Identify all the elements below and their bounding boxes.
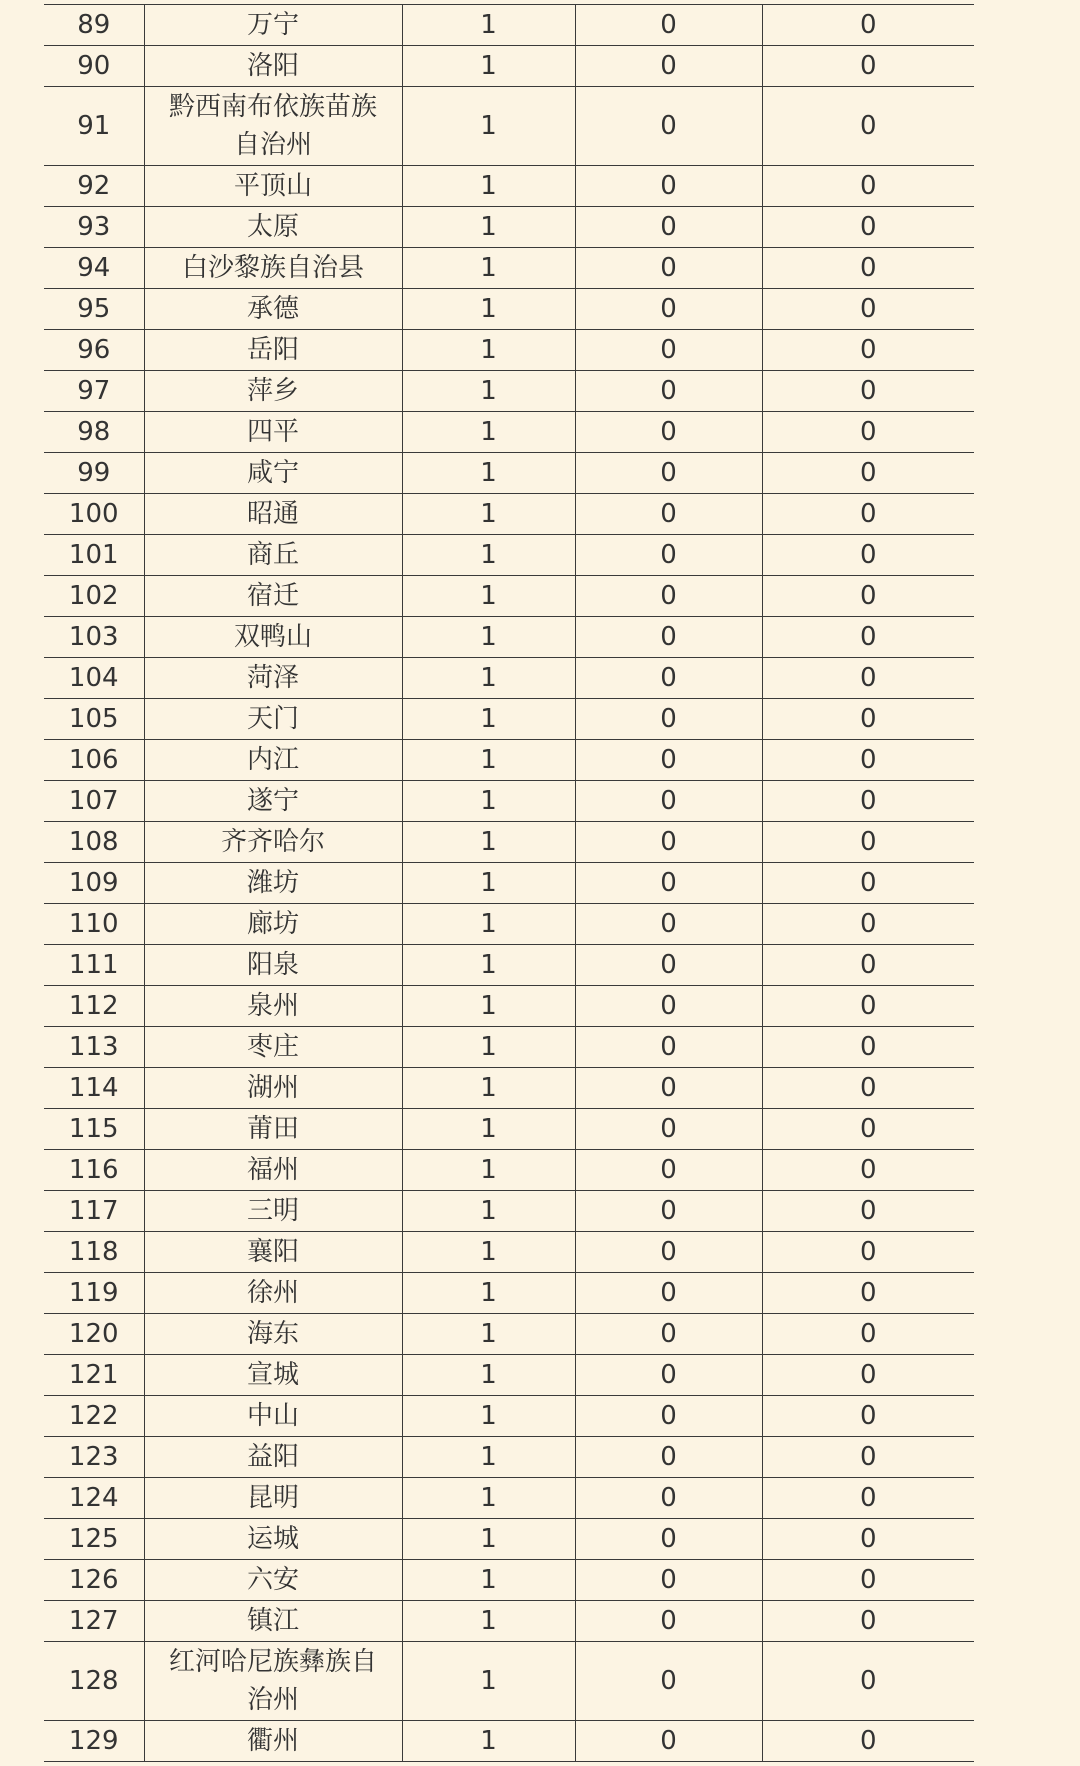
city-cell: 海东 — [144, 1314, 402, 1355]
rank-cell: 114 — [44, 1068, 144, 1109]
table-row — [44, 412, 974, 453]
city-cell: 万宁 — [144, 5, 402, 46]
table-row — [44, 822, 974, 863]
city-cell: 岳阳 — [144, 330, 402, 371]
city-cell: 六安 — [144, 1560, 402, 1601]
count-a-cell: 1 — [402, 1191, 575, 1232]
rank-cell: 111 — [44, 945, 144, 986]
city-cell: 莆田 — [144, 1109, 402, 1150]
table-row — [44, 535, 974, 576]
rank-cell: 104 — [44, 658, 144, 699]
rank-cell: 127 — [44, 1601, 144, 1642]
count-c-cell: 0 — [762, 1478, 974, 1519]
count-a-cell: 1 — [402, 781, 575, 822]
city-cell: 四平 — [144, 412, 402, 453]
table-row — [44, 46, 974, 87]
count-b-cell: 0 — [575, 46, 762, 87]
count-c-cell: 0 — [762, 87, 974, 166]
count-c-cell: 0 — [762, 1068, 974, 1109]
count-c-cell: 0 — [762, 945, 974, 986]
count-c-cell: 0 — [762, 658, 974, 699]
count-a-cell: 1 — [402, 371, 575, 412]
rank-cell: 98 — [44, 412, 144, 453]
table-row — [44, 1478, 974, 1519]
rank-cell: 117 — [44, 1191, 144, 1232]
table-row — [44, 1560, 974, 1601]
count-c-cell: 0 — [762, 1642, 974, 1721]
city-cell: 镇江 — [144, 1601, 402, 1642]
count-c-cell: 0 — [762, 494, 974, 535]
city-cell: 承德 — [144, 289, 402, 330]
count-b-cell: 0 — [575, 87, 762, 166]
count-c-cell: 0 — [762, 822, 974, 863]
count-b-cell: 0 — [575, 1355, 762, 1396]
count-c-cell: 0 — [762, 1355, 974, 1396]
table-row — [44, 1109, 974, 1150]
count-c-cell: 0 — [762, 1191, 974, 1232]
count-b-cell: 0 — [575, 453, 762, 494]
city-cell: 湖州 — [144, 1068, 402, 1109]
table-row — [44, 945, 974, 986]
count-b-cell: 0 — [575, 1314, 762, 1355]
rank-cell: 102 — [44, 576, 144, 617]
count-c-cell: 0 — [762, 1560, 974, 1601]
table-row — [44, 289, 974, 330]
city-cell: 天门 — [144, 699, 402, 740]
count-b-cell: 0 — [575, 1068, 762, 1109]
count-a-cell: 1 — [402, 1232, 575, 1273]
count-b-cell: 0 — [575, 576, 762, 617]
count-a-cell: 1 — [402, 1642, 575, 1721]
count-c-cell: 0 — [762, 863, 974, 904]
city-cell: 衢州 — [144, 1721, 402, 1762]
count-a-cell: 1 — [402, 1478, 575, 1519]
table-row — [44, 1642, 974, 1721]
city-cell: 廊坊 — [144, 904, 402, 945]
rank-cell: 123 — [44, 1437, 144, 1478]
rank-cell: 93 — [44, 207, 144, 248]
table-row — [44, 1601, 974, 1642]
count-c-cell: 0 — [762, 1601, 974, 1642]
rank-cell: 109 — [44, 863, 144, 904]
count-c-cell: 0 — [762, 371, 974, 412]
rank-cell: 105 — [44, 699, 144, 740]
rank-cell: 110 — [44, 904, 144, 945]
count-b-cell: 0 — [575, 1437, 762, 1478]
rank-cell: 120 — [44, 1314, 144, 1355]
rank-cell: 125 — [44, 1519, 144, 1560]
count-b-cell: 0 — [575, 330, 762, 371]
rank-cell: 89 — [44, 5, 144, 46]
count-a-cell: 1 — [402, 699, 575, 740]
count-c-cell: 0 — [762, 46, 974, 87]
table-row — [44, 371, 974, 412]
count-b-cell: 0 — [575, 1519, 762, 1560]
rank-cell: 97 — [44, 371, 144, 412]
city-cell: 益阳 — [144, 1437, 402, 1478]
rank-cell: 100 — [44, 494, 144, 535]
count-a-cell: 1 — [402, 1396, 575, 1437]
ranking-table-container — [44, 4, 974, 1762]
count-b-cell: 0 — [575, 945, 762, 986]
count-c-cell: 0 — [762, 617, 974, 658]
table-row — [44, 1437, 974, 1478]
table-row — [44, 1068, 974, 1109]
table-row — [44, 1396, 974, 1437]
count-a-cell: 1 — [402, 1150, 575, 1191]
count-b-cell: 0 — [575, 1478, 762, 1519]
rank-cell: 91 — [44, 87, 144, 166]
count-b-cell: 0 — [575, 207, 762, 248]
table-row — [44, 1721, 974, 1762]
table-row — [44, 863, 974, 904]
rank-cell: 119 — [44, 1273, 144, 1314]
table-row — [44, 330, 974, 371]
count-a-cell: 1 — [402, 1721, 575, 1762]
city-cell: 红河哈尼族彝族自治州 — [144, 1642, 402, 1721]
rank-cell: 96 — [44, 330, 144, 371]
count-c-cell: 0 — [762, 740, 974, 781]
count-a-cell: 1 — [402, 289, 575, 330]
table-row — [44, 1314, 974, 1355]
rank-cell: 112 — [44, 986, 144, 1027]
count-c-cell: 0 — [762, 330, 974, 371]
rank-cell: 90 — [44, 46, 144, 87]
count-b-cell: 0 — [575, 1273, 762, 1314]
count-b-cell: 0 — [575, 535, 762, 576]
table-row — [44, 576, 974, 617]
count-a-cell: 1 — [402, 904, 575, 945]
rank-cell: 106 — [44, 740, 144, 781]
count-b-cell: 0 — [575, 248, 762, 289]
count-c-cell: 0 — [762, 986, 974, 1027]
rank-cell: 122 — [44, 1396, 144, 1437]
count-c-cell: 0 — [762, 1721, 974, 1762]
city-cell: 阳泉 — [144, 945, 402, 986]
table-row — [44, 494, 974, 535]
city-cell: 枣庄 — [144, 1027, 402, 1068]
count-a-cell: 1 — [402, 46, 575, 87]
count-c-cell: 0 — [762, 576, 974, 617]
city-cell: 襄阳 — [144, 1232, 402, 1273]
count-b-cell: 0 — [575, 699, 762, 740]
count-c-cell: 0 — [762, 904, 974, 945]
count-a-cell: 1 — [402, 1109, 575, 1150]
table-row — [44, 1273, 974, 1314]
count-c-cell: 0 — [762, 1232, 974, 1273]
city-cell: 徐州 — [144, 1273, 402, 1314]
rank-cell: 118 — [44, 1232, 144, 1273]
count-b-cell: 0 — [575, 1601, 762, 1642]
table-row — [44, 781, 974, 822]
count-b-cell: 0 — [575, 781, 762, 822]
city-cell: 齐齐哈尔 — [144, 822, 402, 863]
rank-cell: 129 — [44, 1721, 144, 1762]
table-row — [44, 5, 974, 46]
rank-cell: 99 — [44, 453, 144, 494]
rank-cell: 92 — [44, 166, 144, 207]
rank-cell: 115 — [44, 1109, 144, 1150]
city-cell: 福州 — [144, 1150, 402, 1191]
count-c-cell: 0 — [762, 1027, 974, 1068]
table-row — [44, 1232, 974, 1273]
rank-cell: 103 — [44, 617, 144, 658]
city-cell: 白沙黎族自治县 — [144, 248, 402, 289]
table-row — [44, 207, 974, 248]
city-cell: 潍坊 — [144, 863, 402, 904]
count-a-cell: 1 — [402, 453, 575, 494]
count-b-cell: 0 — [575, 166, 762, 207]
table-row — [44, 1150, 974, 1191]
rank-cell: 116 — [44, 1150, 144, 1191]
count-c-cell: 0 — [762, 1273, 974, 1314]
city-cell: 宿迁 — [144, 576, 402, 617]
count-b-cell: 0 — [575, 412, 762, 453]
table-row — [44, 166, 974, 207]
count-c-cell: 0 — [762, 1109, 974, 1150]
count-b-cell: 0 — [575, 617, 762, 658]
count-b-cell: 0 — [575, 289, 762, 330]
city-cell: 中山 — [144, 1396, 402, 1437]
count-a-cell: 1 — [402, 1273, 575, 1314]
count-a-cell: 1 — [402, 207, 575, 248]
count-b-cell: 0 — [575, 822, 762, 863]
count-a-cell: 1 — [402, 1437, 575, 1478]
count-b-cell: 0 — [575, 1232, 762, 1273]
city-cell: 宣城 — [144, 1355, 402, 1396]
city-cell: 黔西南布依族苗族自治州 — [144, 87, 402, 166]
count-b-cell: 0 — [575, 371, 762, 412]
count-b-cell: 0 — [575, 1721, 762, 1762]
count-a-cell: 1 — [402, 945, 575, 986]
count-a-cell: 1 — [402, 5, 575, 46]
city-cell: 太原 — [144, 207, 402, 248]
count-a-cell: 1 — [402, 617, 575, 658]
table-row — [44, 453, 974, 494]
count-a-cell: 1 — [402, 1027, 575, 1068]
rank-cell: 94 — [44, 248, 144, 289]
count-b-cell: 0 — [575, 904, 762, 945]
city-cell: 菏泽 — [144, 658, 402, 699]
count-c-cell: 0 — [762, 5, 974, 46]
count-b-cell: 0 — [575, 1396, 762, 1437]
count-c-cell: 0 — [762, 248, 974, 289]
count-c-cell: 0 — [762, 289, 974, 330]
count-b-cell: 0 — [575, 1109, 762, 1150]
table-row — [44, 248, 974, 289]
count-c-cell: 0 — [762, 1437, 974, 1478]
count-a-cell: 1 — [402, 1068, 575, 1109]
table-row — [44, 904, 974, 945]
count-c-cell: 0 — [762, 453, 974, 494]
count-b-cell: 0 — [575, 1191, 762, 1232]
count-a-cell: 1 — [402, 1519, 575, 1560]
count-b-cell: 0 — [575, 1150, 762, 1191]
table-row — [44, 740, 974, 781]
city-cell: 商丘 — [144, 535, 402, 576]
count-a-cell: 1 — [402, 822, 575, 863]
table-row — [44, 1519, 974, 1560]
count-b-cell: 0 — [575, 1560, 762, 1601]
city-cell: 洛阳 — [144, 46, 402, 87]
table-row — [44, 658, 974, 699]
count-a-cell: 1 — [402, 412, 575, 453]
ranking-table-body — [44, 5, 974, 1762]
count-b-cell: 0 — [575, 494, 762, 535]
rank-cell: 113 — [44, 1027, 144, 1068]
table-row — [44, 699, 974, 740]
count-b-cell: 0 — [575, 740, 762, 781]
count-c-cell: 0 — [762, 1150, 974, 1191]
city-cell: 泉州 — [144, 986, 402, 1027]
count-b-cell: 0 — [575, 863, 762, 904]
table-row — [44, 1191, 974, 1232]
city-cell: 平顶山 — [144, 166, 402, 207]
table-row — [44, 1027, 974, 1068]
count-b-cell: 0 — [575, 658, 762, 699]
city-cell: 内江 — [144, 740, 402, 781]
count-a-cell: 1 — [402, 986, 575, 1027]
ranking-table — [44, 4, 974, 1762]
count-c-cell: 0 — [762, 166, 974, 207]
rank-cell: 101 — [44, 535, 144, 576]
count-a-cell: 1 — [402, 494, 575, 535]
count-c-cell: 0 — [762, 535, 974, 576]
count-a-cell: 1 — [402, 576, 575, 617]
rank-cell: 124 — [44, 1478, 144, 1519]
count-a-cell: 1 — [402, 330, 575, 371]
count-c-cell: 0 — [762, 699, 974, 740]
count-a-cell: 1 — [402, 1560, 575, 1601]
count-a-cell: 1 — [402, 166, 575, 207]
table-row — [44, 986, 974, 1027]
table-row — [44, 1355, 974, 1396]
count-c-cell: 0 — [762, 207, 974, 248]
count-b-cell: 0 — [575, 1027, 762, 1068]
city-cell: 遂宁 — [144, 781, 402, 822]
count-a-cell: 1 — [402, 1601, 575, 1642]
count-b-cell: 0 — [575, 986, 762, 1027]
rank-cell: 126 — [44, 1560, 144, 1601]
rank-cell: 128 — [44, 1642, 144, 1721]
city-cell: 双鸭山 — [144, 617, 402, 658]
city-cell: 昆明 — [144, 1478, 402, 1519]
city-cell: 昭通 — [144, 494, 402, 535]
count-a-cell: 1 — [402, 87, 575, 166]
rank-cell: 121 — [44, 1355, 144, 1396]
count-a-cell: 1 — [402, 658, 575, 699]
count-a-cell: 1 — [402, 863, 575, 904]
count-a-cell: 1 — [402, 740, 575, 781]
count-c-cell: 0 — [762, 412, 974, 453]
count-a-cell: 1 — [402, 248, 575, 289]
rank-cell: 108 — [44, 822, 144, 863]
count-a-cell: 1 — [402, 535, 575, 576]
count-c-cell: 0 — [762, 1396, 974, 1437]
table-row — [44, 617, 974, 658]
count-b-cell: 0 — [575, 1642, 762, 1721]
count-a-cell: 1 — [402, 1355, 575, 1396]
count-b-cell: 0 — [575, 5, 762, 46]
count-c-cell: 0 — [762, 1519, 974, 1560]
rank-cell: 95 — [44, 289, 144, 330]
city-cell: 运城 — [144, 1519, 402, 1560]
table-row — [44, 87, 974, 166]
city-cell: 三明 — [144, 1191, 402, 1232]
city-cell: 咸宁 — [144, 453, 402, 494]
city-cell: 萍乡 — [144, 371, 402, 412]
rank-cell: 107 — [44, 781, 144, 822]
count-c-cell: 0 — [762, 1314, 974, 1355]
count-c-cell: 0 — [762, 781, 974, 822]
count-a-cell: 1 — [402, 1314, 575, 1355]
